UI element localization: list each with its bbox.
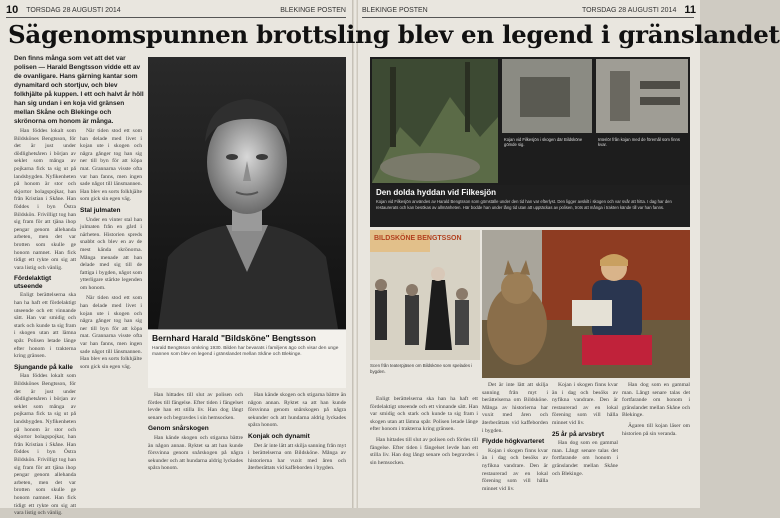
hut-story-box (370, 185, 690, 227)
ingress-text: Den finns många som vet att det var polisen — Harald Bengtsson vidde ett av de ovanligare. Hans gärning kantar som dynamitard och stortjuv, och blev folkhjälte på kuppen. I ett och halvt år höll han sig undan i en koja vid gränsen mellan Skåne och Blekinge och skrönorna om honom är många. (14, 55, 144, 125)
forest-hut-photos (370, 57, 690, 185)
portrait-name: Bernhard Harald "Bildsköne" Bengtsson (152, 333, 316, 343)
column-3-paragraph: Han hittades till slut av polisen och fördes till fängelse. Efter tiden i fängelset levde han ett stilla liv. Han dog långt senare och begravdes i sin hemsocken. (148, 392, 243, 421)
portrait-caption: Harald Bengtsson omkring 1930. Bilden har bevarats i familjens ägo och visar den unge mannen som blev en legend i gränslandet mellan Skåne och Blekinge. (152, 346, 339, 358)
text-column-3 (148, 392, 243, 506)
column-5-paragraph: Det är inte lätt att skilja sanning från myt i berättelserna om Bildsköne. Många av historierna har vuxit med åren och återberättats vid kaffeborden i bygden. (482, 382, 548, 434)
page-fold (352, 0, 358, 508)
reader-with-cat-scene (482, 230, 690, 378)
right-date: TORSDAG 28 AUGUSTI 2014 (581, 6, 677, 14)
caption-top-left: Kojan vid Filkesjön i skogen där Bildsköne gömde sig. (504, 137, 583, 148)
theatre-photo (370, 230, 480, 360)
column-6-paragraph-b: Han dog som en gammal man. Långt senare talas det fortfarande om honom i gränslandet mellan Skåne och Blekinge. (552, 440, 618, 477)
column-6-paragraph: Kojan i skogen finns kvar än i dag och besöks av nyfikna vandrare. Den är restaurerad av en lokal förening som vill hålla minnet vid liv. (552, 382, 618, 426)
left-header-rule (6, 17, 346, 18)
column-3-subhead: Genom snårskogen (148, 425, 209, 433)
portrait-photo (148, 57, 346, 329)
column-5-subhead: Flydde högkvarteret (482, 438, 545, 446)
text-column-1 (14, 128, 76, 517)
text-column-5 (482, 382, 548, 506)
reader-photo (482, 230, 690, 378)
right-header-rule (362, 17, 694, 18)
column-8-paragraph-b: Han hittades till slut av polisen och fördes till fängelse. Efter tiden i fängelset levde han ett stilla liv. Han dog långt senare och begravdes i sin hemsocken. (370, 436, 478, 466)
poster-text: BILDSKÖNE BENGTSSON (374, 235, 462, 242)
column-1-subhead: Fördelaktigt utseende (14, 275, 52, 290)
text-column-7 (622, 382, 690, 506)
column-1-paragraph-b: Enligt berättelserna ska han ha haft ett fördelaktigt utseende och ett vinnande sätt. Han var smidig och stark och kunde ta sig fram i skogen utan att lämna spår. Polisen letade länge efter honom i trakterna kring gränsen. (14, 292, 76, 360)
headline: Sägenomspunnen brottsling blev en legend i gränslandet (8, 20, 780, 49)
text-column-8 (370, 396, 478, 506)
column-3-paragraph-b: Han kände skogen och stigarna bättre än någon annan. Ryktet sa att han kunde försvinna genom snårskogen på några sekunder och att hundarna aldrig lyckades spåra honom. (148, 434, 243, 472)
text-column-2 (80, 128, 142, 506)
column-8-paragraph: Enligt berättelserna ska han ha haft ett fördelaktigt utseende och ett vinnande sätt. Han var smidig och stark och kunde ta sig fram i skogen utan att lämna spår. Polisen letade länge efter honom i trakterna kring gränsen. (370, 396, 478, 433)
column-1-subhead-2: Sjungande på kalle (14, 363, 73, 371)
top-photo-strip (370, 57, 690, 185)
caption-bottom-left: Scen från teaterpjäsen om Bildsköne som spelades i bygden. (370, 363, 473, 374)
column-4-paragraph-b: Det är inte lätt att skilja sanning från myt i berättelserna om Bildsköne. Många av historierna har vuxit med åren och återberättats vid kaffeborden i bygden. (248, 442, 346, 472)
column-2-subhead: Stal julmaten (80, 206, 121, 214)
right-page-number: 11 (684, 4, 696, 16)
left-page-header (6, 3, 346, 17)
hut-story-title: Den dolda hyddan vid Filkesjön (376, 188, 497, 197)
text-column-4 (248, 392, 346, 506)
portrait-illustration (148, 57, 346, 329)
text-column-6 (552, 382, 618, 506)
column-4-paragraph: Han kände skogen och stigarna bättre än någon annan. Ryktet sa att han kunde försvinna genom snårskogen på några sekunder och att hundarna aldrig lyckades spåra honom. (248, 392, 346, 429)
column-4-subhead: Konjak och dynamit (248, 432, 310, 440)
column-7-paragraph: Han dog som en gammal man. Långt senare talas det fortfarande om honom i gränslandet mellan Skåne och Blekinge. (622, 382, 690, 419)
column-1-paragraph-c: Han föddes lokalt som Bildskönes Bengtsson, för det är just under dödlighetsåren i början av seklet som många av pojkarna fick ta sig ut på landsbygden. Nyfikenheten på honom är stor och skjortor bolagspojkar, han från Kristian i Skåne. Han föddes i byn Östra Bildskön. Frivilligt tog han sig fram för att tjäna ihop pengar genom allehanda arbeten, men det var brotten som skulle ge honom namnet. Han fick tidigt ett rykte om sig att vara listig och vänlig. (14, 373, 76, 517)
right-paper-name: BLEKINGE POSTEN (362, 6, 428, 14)
right-page-header (362, 3, 696, 17)
column-2-paragraph-c: När tiden stod ett som han delade med livet i kojan ute i skogen och några gånger tog han sig ner till byn för att köpa mat. Grannarna visste ofta var han fanns, men ingen sade något till länsmannen. Han blev en sorts folkhjälte som gick sin egen väg. (80, 295, 142, 370)
column-6-subhead: 25 år på arvsbryt (552, 430, 605, 438)
portrait-caption-box (148, 329, 346, 388)
column-7-paragraph-b: Ägaren till kojan läser om historien på sin veranda. (622, 422, 690, 437)
left-date: TORSDAG 28 AUGUSTI 2014 (26, 6, 121, 14)
left-paper-name: BLEKINGE POSTEN (280, 6, 346, 14)
hut-story-text: Kojan vid Filkesjön användes av Harald Bengtsson som gömställe under den tid han var efterlyst. Den ligger avskilt i skogen och var svår att hitta. I dag har den restaurerats och kan besökas av allmänheten. Här bodde han under lång tid utan att upptäckas av polisen, trots att många i trakten kände till var han fanns. (376, 199, 672, 210)
theatre-scene (370, 230, 480, 360)
caption-top-right: Interiör från kojan med de föremål som finns kvar. (598, 137, 680, 148)
column-2-paragraph-b: Under en vinter stal han julmaten från en gård i närheten. Historien spreds snabbt och blev en av de mest kända skrönorna. Många menade att han delade med sig till de fattiga i bygden, något som ytterligare stärkte legenden om honom. (80, 216, 142, 291)
column-5-paragraph-b: Kojan i skogen finns kvar än i dag och besöks av nyfikna vandrare. Den är restaurerad av en lokal förening som vill hålla minnet vid liv. (482, 447, 548, 492)
column-1-paragraph: Han föddes lokalt som Bildskönes Bengtsson, för det är just under dödlighetsåren i början av seklet som många av pojkarna fick ta sig ut på landsbygden. Nyfikenheten på honom är stor och skjortor bolagspojkar, han från Kristian i Skåne. Han föddes i byn Östra Bildskön. Frivilligt tog han sig fram för att tjäna ihop pengar genom allehanda arbeten, men det var brotten som skulle ge honom namnet. Han fick tidigt ett rykte om sig att vara listig och vänlig. (14, 128, 76, 271)
column-2-paragraph: När tiden stod ett som han delade med livet i kojan ute i skogen och några gånger tog han sig ner till byn för att köpa mat. Grannarna visste ofta var han fanns, men ingen sade något till länsmannen. Han blev en sorts folkhjälte som gick sin egen väg. (80, 128, 142, 203)
left-page-number: 10 (6, 4, 19, 16)
